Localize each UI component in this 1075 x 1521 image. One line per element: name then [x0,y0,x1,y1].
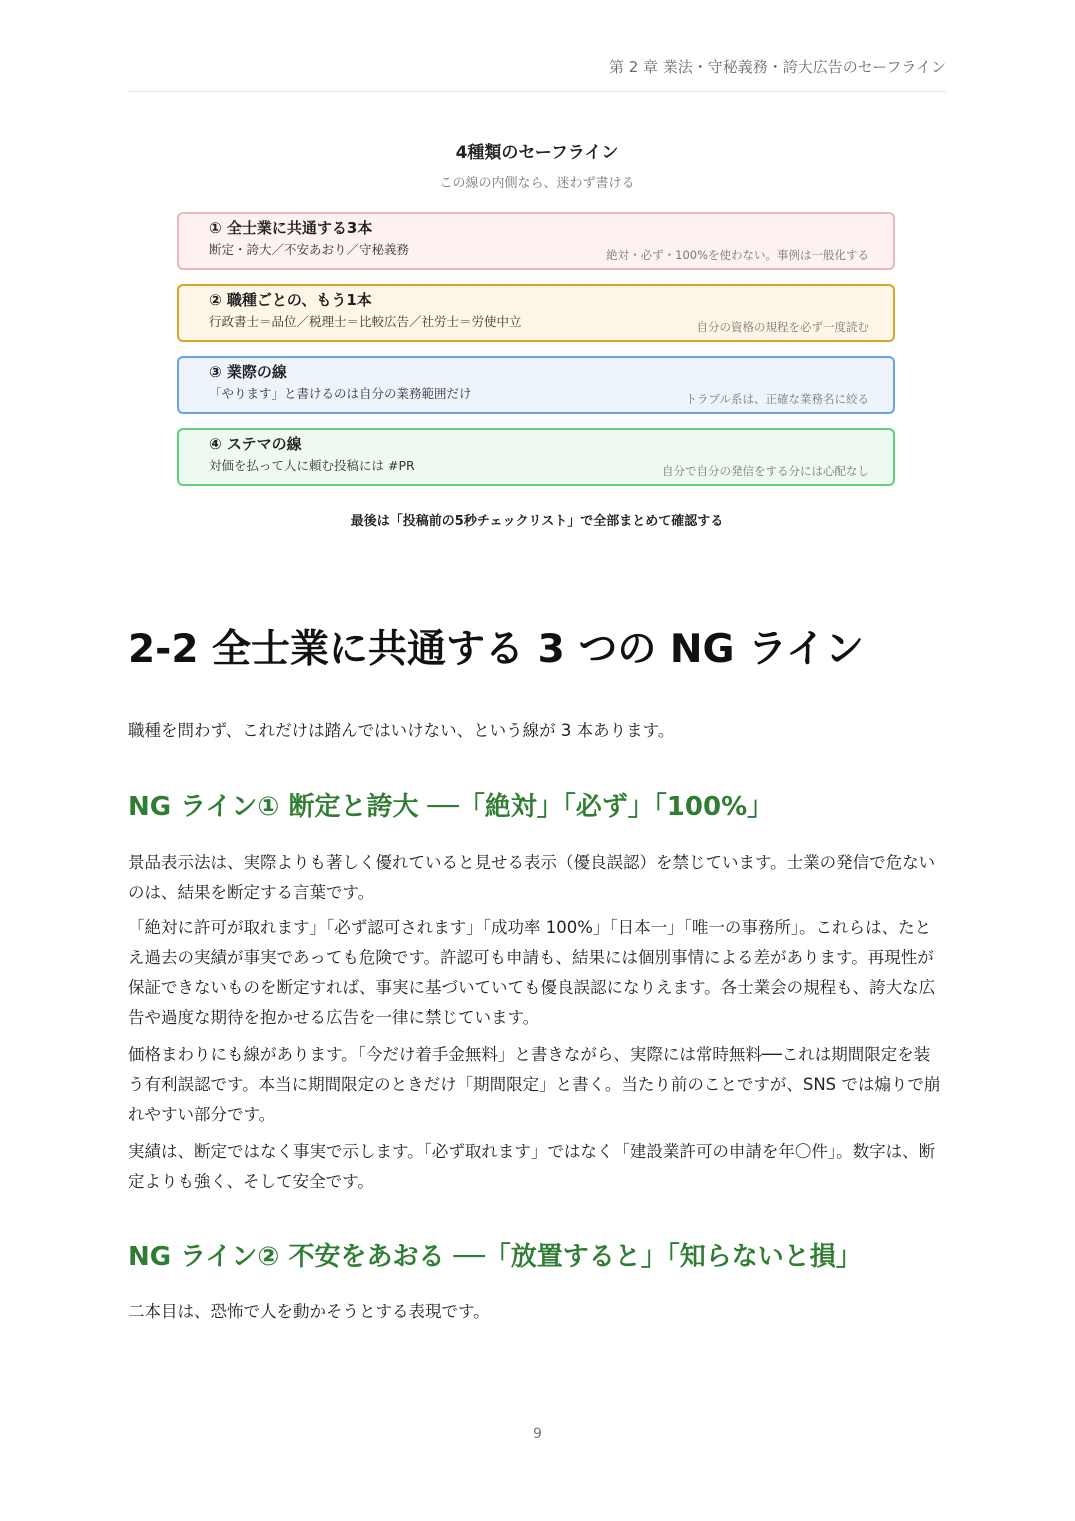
card-title: ① 全士業に共通する3本 [209,219,373,237]
paragraph: 実績は、断定ではなく事実で示します。「必ず取れます」ではなく「建設業許可の申請を年〇件」。数字は、断定よりも強く、そして安全です。 [128,1142,936,1191]
paragraph: 価格まわりにも線があります。「今だけ着手金無料」と書きながら、実際には常時無料──これは期間限定を装う有利誤認です。本当に期間限定のときだけ「期間限定」と書く。当たり前のことですが、SNS では煽りで崩れやすい部分です。 [128,1045,941,1124]
safeline-figure [128,140,946,529]
card-note: トラブル系は、正確な業務名に絞る [685,392,869,406]
figure-title: 4種類のセーフライン [455,143,619,163]
card-note: 自分で自分の発信をする分には心配なし [662,464,869,478]
card-title: ④ ステマの線 [209,435,302,453]
paragraph: 「絶対に許可が取れます」「必ず認可されます」「成功率 100%」「日本一」「唯一の事務所」。これらは、たとえ過去の実績が事実であっても危険です。許認可も申請も、結果には個別事情による差があります。再現性が保証できないものを断定すれば、事実に基づいていても優良誤認になりえます。各士業会の規程も、誇大な広告や過度な期待を抱かせる広告を一律に禁じています。 [128,918,936,1027]
safeline-card-stealth-marketing [177,428,895,486]
section-heading: 2-2 全士業に共通する 3 つの NG ライン [128,627,864,672]
card-description: 行政書士＝品位／税理士＝比較広告／社労士＝労使中立 [209,314,522,329]
figure-footer-note: 最後は「投稿前の5秒チェックリスト」で全部まとめて確認する [350,514,724,529]
running-header: 第 2 章 業法・守秘義務・誇大広告のセーフライン [128,56,946,92]
page-number: 9 [533,1426,542,1442]
card-title: ② 職種ごとの、もう1本 [209,291,372,309]
card-note: 自分の資格の規程を必ず一度読む [696,320,869,334]
ng-line-2-heading: NG ライン② 不安をあおる ──「放置すると」「知らないと損」 [128,1242,862,1272]
section-intro: 職種を問わず、これだけは踏んではいけない、という線が 3 本あります。 [128,721,675,740]
figure-subtitle: この線の内側なら、迷わず書ける [439,176,635,191]
safeline-card-boundary [177,356,895,414]
card-description: 断定・誇大／不安あおり／守秘義務 [209,242,410,257]
safeline-card-common [177,212,895,270]
paragraph: 景品表示法は、実際よりも著しく優れていると見せる表示（優良誤認）を禁じています。士業の発信で危ないのは、結果を断定する言葉です。 [128,853,936,902]
paragraph: 二本目は、恐怖で人を動かそうとする表現です。 [128,1302,490,1321]
safeline-card-profession [177,284,895,342]
card-title: ③ 業際の線 [209,363,287,381]
card-description: 「やります」と書けるのは自分の業務範囲だけ [209,386,472,401]
card-note: 絶対・必ず・100%を使わない。事例は一般化する [606,248,869,262]
card-description: 対価を払って人に頼む投稿には #PR [209,458,415,473]
ng-line-1-heading: NG ライン① 断定と誇大 ──「絶対」「必ず」「100%」 [128,792,774,822]
